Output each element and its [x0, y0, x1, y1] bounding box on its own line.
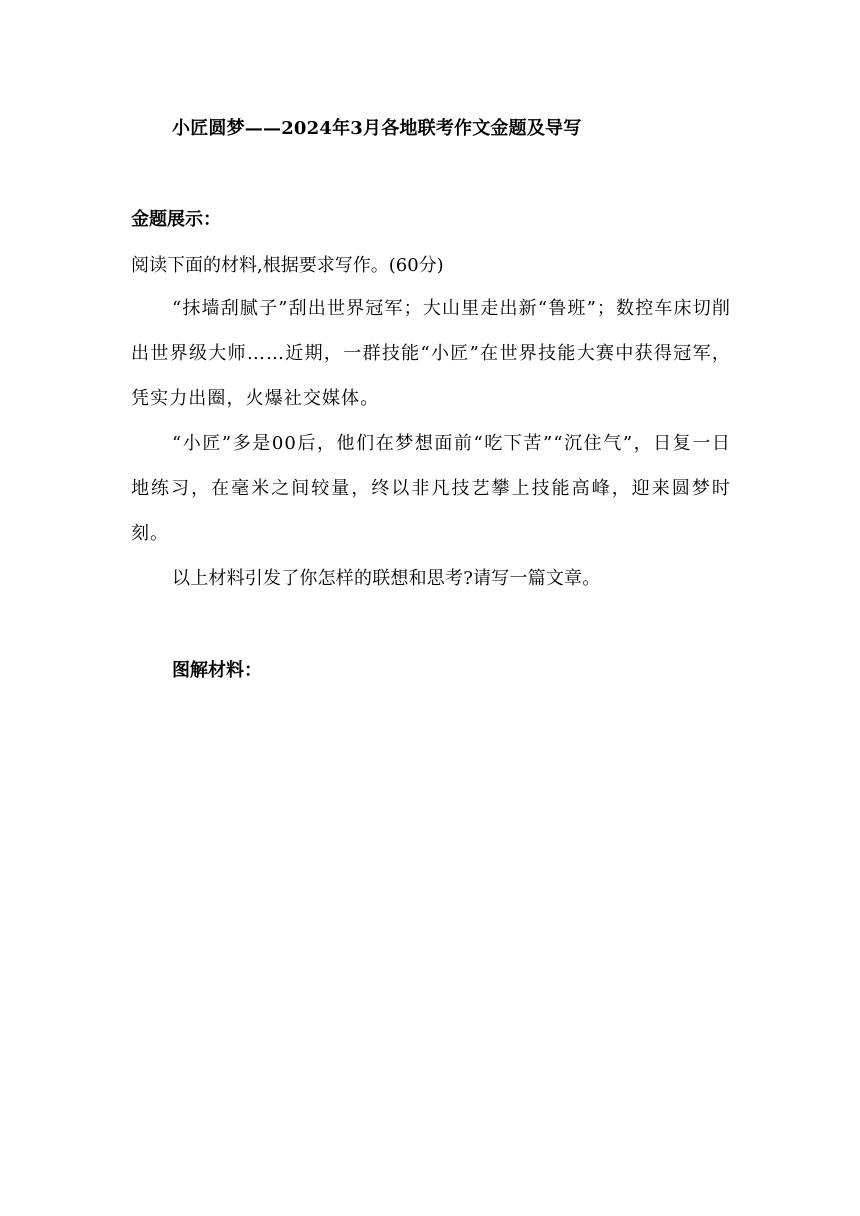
document-title: 小匠圆梦——2024年3月各地联考作文金题及导写	[172, 118, 582, 139]
section-heading-exam-question: 金题展示：	[131, 209, 221, 230]
material-paragraph: “小匠”多是00后，他们在梦想面前“吃下苦”“沉住气”，日复一日地练习，在毫米之间较量，终以非凡技艺攀上技能高峰，迎来圆梦时刻。	[131, 433, 731, 544]
writing-instruction: 阅读下面的材料,根据要求写作。(60分)	[131, 255, 444, 276]
material-paragraph: “抹墙刮腻子”刮出世界冠军；大山里走出新“鲁班”；数控车床切削出世界级大师……近期，一群技能“小匠”在世界技能大赛中获得冠军，凭实力出圈，火爆社交媒体。	[131, 298, 731, 409]
prompt-paragraph: 以上材料引发了你怎样的联想和思考?请写一篇文章。	[172, 568, 601, 589]
section-heading-material-analysis: 图解材料：	[172, 660, 262, 681]
